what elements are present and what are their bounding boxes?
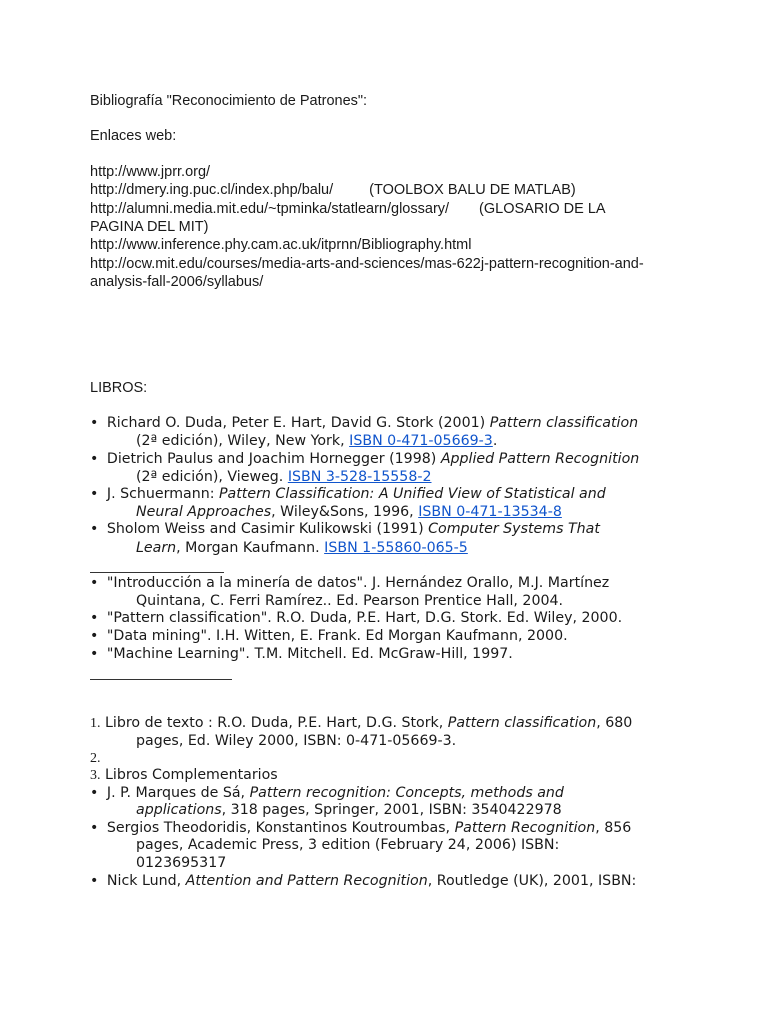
numbered-item-3 bbox=[90, 766, 278, 785]
list-number: 3. bbox=[90, 768, 101, 783]
numbered-item-1-cont: pages, Ed. Wiley 2000, ISBN: 0-471-05669-3. bbox=[136, 733, 457, 749]
bullet: • bbox=[90, 451, 99, 467]
book-title-cont: applications bbox=[136, 802, 222, 818]
web-link-jprr[interactable]: http://www.jprr.org/ bbox=[90, 164, 211, 180]
book-authors: Nick Lund, bbox=[106, 873, 186, 889]
book-item-theodoridis-cont: pages, Academic Press, 3 edition (February 24, 2006) ISBN: bbox=[136, 837, 560, 853]
isbn-link[interactable]: ISBN 3-528-15558-2 bbox=[287, 469, 432, 485]
book-item-machine-learning bbox=[90, 645, 513, 663]
book-title-cont: Learn bbox=[136, 540, 177, 556]
section-label: Libros Complementarios bbox=[105, 767, 278, 783]
book-item-mineria bbox=[90, 574, 609, 592]
bullet: • bbox=[90, 785, 99, 801]
book-edition: (2ª edición), Vieweg. bbox=[136, 469, 288, 485]
book-authors: Sholom Weiss and Casimir Kulikowski (1991) bbox=[106, 521, 429, 537]
book-item-theodoridis-isbn: 0123695317 bbox=[136, 855, 227, 871]
book-title: Pattern classification bbox=[447, 715, 597, 731]
book-entry: "Machine Learning". T.M. Mitchell. Ed. McGraw-Hill, 1997. bbox=[106, 646, 513, 662]
book-entry: "Data mining". I.H. Witten, E. Frank. Ed Morgan Kaufmann, 2000. bbox=[106, 628, 568, 644]
web-link-inference[interactable]: http://www.inference.phy.cam.ac.uk/itprnn/Bibliography.html bbox=[90, 237, 472, 253]
book-entry: "Introducción a la minería de datos". J. Hernández Orallo, M.J. Martínez bbox=[106, 575, 610, 591]
book-item-theodoridis bbox=[90, 819, 631, 837]
bullet: • bbox=[90, 610, 99, 626]
books-heading: LIBROS: bbox=[90, 380, 148, 396]
book-item-paulus bbox=[90, 450, 639, 468]
book-entry: Libro de texto : R.O. Duda, P.E. Hart, D.G. Stork, bbox=[105, 715, 448, 731]
book-item-schuermann bbox=[90, 485, 606, 503]
book-item-schuermann-cont bbox=[136, 503, 562, 521]
book-title: Attention and Pattern Recognition bbox=[185, 873, 428, 889]
book-publisher: , Morgan Kaufmann. bbox=[176, 540, 325, 556]
bullet: • bbox=[90, 820, 99, 836]
list-number: 2. bbox=[90, 751, 101, 766]
isbn-link[interactable]: ISBN 0-471-05669-3 bbox=[349, 433, 493, 449]
book-item-data-mining bbox=[90, 627, 568, 645]
web-link-ocw[interactable]: http://ocw.mit.edu/courses/media-arts-and-sciences/mas-622j-pattern-recognition-and- bbox=[90, 256, 644, 272]
book-title: Pattern recognition: Concepts, methods and bbox=[249, 785, 564, 801]
book-publisher: , Routledge (UK), 2001, ISBN: bbox=[427, 873, 637, 889]
bullet: • bbox=[90, 873, 99, 889]
book-authors: Sergios Theodoridis, Konstantinos Koutroumbas, bbox=[106, 820, 455, 836]
document-title: Bibliografía "Reconocimiento de Patrones": bbox=[90, 93, 368, 109]
web-link-glossary-note-cont: PAGINA DEL MIT) bbox=[90, 219, 209, 235]
book-item-lund bbox=[90, 872, 636, 890]
book-item-weiss bbox=[90, 520, 600, 538]
book-pages: , 680 bbox=[596, 715, 633, 731]
book-authors: J. P. Marques de Sá, bbox=[106, 785, 250, 801]
bullet: • bbox=[90, 486, 99, 502]
list-number: 1. bbox=[90, 716, 101, 731]
separator-line bbox=[90, 679, 232, 680]
book-item-duda bbox=[90, 414, 638, 432]
isbn-link[interactable]: ISBN 0-471-13534-8 bbox=[418, 504, 562, 520]
web-link-balu-note: (TOOLBOX BALU DE MATLAB) bbox=[369, 182, 576, 198]
book-edition: (2ª edición), Wiley, New York, bbox=[136, 433, 350, 449]
book-item-weiss-cont bbox=[136, 539, 468, 557]
web-link-ocw-cont[interactable]: analysis-fall-2006/syllabus/ bbox=[90, 274, 264, 290]
book-title: Pattern classification bbox=[489, 415, 639, 431]
book-authors: Richard O. Duda, Peter E. Hart, David G. Stork (2001) bbox=[106, 415, 490, 431]
book-title: Applied Pattern Recognition bbox=[440, 451, 640, 467]
web-link-balu-row bbox=[90, 181, 576, 199]
book-item-marques bbox=[90, 784, 564, 802]
bullet: • bbox=[90, 521, 99, 537]
web-links-heading: Enlaces web: bbox=[90, 128, 177, 144]
book-entry: "Pattern classification". R.O. Duda, P.E. Hart, D.G. Stork. Ed. Wiley, 2000. bbox=[106, 610, 623, 626]
web-link-balu[interactable]: http://dmery.ing.puc.cl/index.php/balu/ bbox=[90, 182, 334, 198]
book-authors: J. Schuermann: bbox=[106, 486, 219, 502]
book-pages: , 856 bbox=[595, 820, 632, 836]
bullet: • bbox=[90, 646, 99, 662]
book-item-marques-cont bbox=[136, 801, 562, 819]
book-item-mineria-cont: Quintana, C. Ferri Ramírez.. Ed. Pearson Prentice Hall, 2004. bbox=[136, 593, 564, 609]
numbered-item-1 bbox=[90, 714, 632, 733]
book-publisher: , 318 pages, Springer, 2001, ISBN: 3540422978 bbox=[221, 802, 562, 818]
book-item-duda-cont: (2ª edición), Wiley, New York, ISBN 0-471-05669-3. bbox=[136, 433, 498, 449]
book-title: Pattern Classification: A Unified View of Statistical and bbox=[218, 486, 606, 502]
book-item-paulus-cont bbox=[136, 468, 432, 486]
book-authors: Dietrich Paulus and Joachim Hornegger (1998) bbox=[106, 451, 441, 467]
book-title: Computer Systems That bbox=[428, 521, 600, 537]
book-title-cont: Neural Approaches bbox=[136, 504, 272, 520]
bullet: • bbox=[90, 575, 99, 591]
web-link-glossary[interactable]: http://alumni.media.mit.edu/~tpminka/statlearn/glossary/ bbox=[90, 201, 450, 217]
book-title: Pattern Recognition bbox=[454, 820, 596, 836]
web-link-glossary-note: (GLOSARIO DE LA bbox=[479, 201, 606, 217]
book-item-pattern-classification bbox=[90, 609, 622, 627]
web-link-glossary-row bbox=[90, 200, 606, 218]
book-publisher: , Wiley&Sons, 1996, bbox=[271, 504, 419, 520]
bullet: • bbox=[90, 628, 99, 644]
isbn-link[interactable]: ISBN 1-55860-065-5 bbox=[324, 540, 468, 556]
separator-line bbox=[90, 572, 224, 573]
bullet: • bbox=[90, 415, 99, 431]
